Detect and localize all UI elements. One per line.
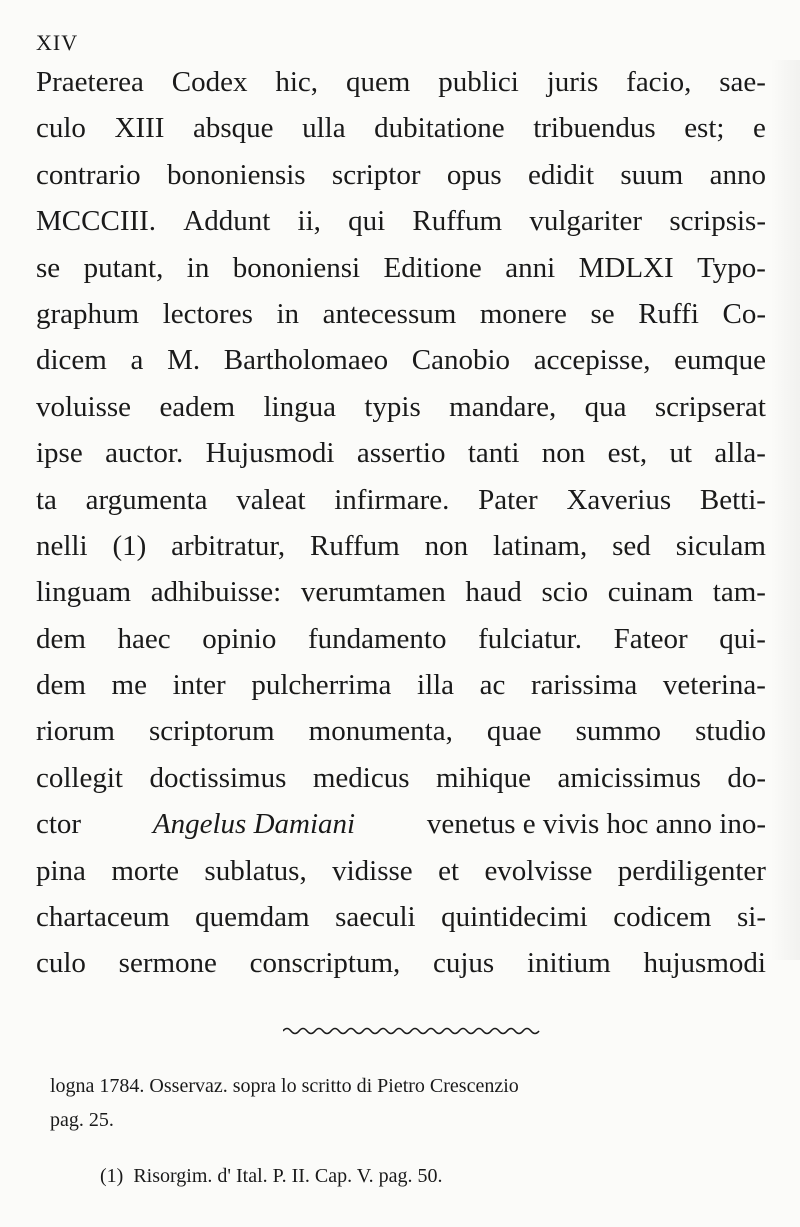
word: pulcherrima [251, 669, 392, 702]
word: se [36, 251, 61, 284]
word: riorum [36, 715, 115, 748]
text-line [36, 159, 766, 205]
word: cujus [433, 947, 495, 980]
text-line [36, 252, 766, 298]
word: haec [117, 622, 171, 655]
word: Hujusmodi [205, 437, 335, 470]
word: opinio [202, 622, 277, 655]
word: Pater [478, 483, 538, 516]
word: cuinam [607, 576, 694, 609]
word: do- [727, 761, 766, 794]
word: sermone [118, 947, 217, 980]
word: non [541, 437, 586, 470]
word: inter [172, 669, 226, 702]
word: mihique [435, 761, 532, 794]
word: culo [36, 947, 86, 980]
ornamental-divider [283, 1026, 541, 1036]
word: ipse [36, 437, 83, 470]
word: chartaceum [36, 901, 170, 934]
word: ii, [297, 205, 321, 238]
word: et [438, 854, 460, 887]
text-line [36, 623, 766, 669]
text-line [36, 669, 766, 715]
word: antecessum [322, 297, 457, 330]
word: alla- [714, 437, 766, 470]
word: edidit [528, 158, 595, 191]
footnote-marker: (1) [100, 1165, 124, 1187]
word: scio [541, 576, 589, 609]
word: valeat [236, 483, 306, 516]
footnote-1 [50, 1165, 765, 1199]
text-line [36, 66, 766, 112]
word: conscriptum, [249, 947, 401, 980]
word: sae- [719, 66, 766, 98]
text-line [36, 484, 766, 530]
word: vulgariter [529, 205, 643, 238]
word: ta [36, 483, 57, 516]
word: siculam [675, 529, 766, 562]
word: Addunt [183, 205, 271, 238]
footnote-continuation-line: logna 1784. Osservaz. sopra lo scritto di Pietro Crescenzio [50, 1075, 519, 1097]
word: lectores [162, 297, 253, 330]
word: rarissima [531, 669, 638, 702]
word: bononiensi [232, 251, 361, 284]
word: tam- [712, 576, 766, 609]
word: evolvisse [484, 854, 593, 887]
word: morte [111, 854, 179, 887]
text-line [36, 298, 766, 344]
word: pina [36, 854, 86, 887]
word: haud [465, 576, 522, 609]
word: se [590, 297, 615, 330]
word: saeculi [335, 901, 416, 934]
word: eumque [674, 344, 766, 377]
text-line [36, 715, 766, 761]
text-line [36, 344, 766, 390]
word: Typo- [697, 251, 766, 284]
word: me [111, 669, 147, 702]
word: Fateor [613, 622, 688, 655]
word: quemdam [195, 901, 310, 934]
word: XIII [114, 112, 165, 145]
word: qui [348, 205, 386, 238]
word: assertio [356, 437, 446, 470]
word: verumtamen [300, 576, 446, 609]
word: amicissimus [557, 761, 701, 794]
word: graphum [36, 297, 140, 330]
word: e [753, 112, 766, 145]
word: Canobio [411, 344, 511, 377]
word: lingua [263, 390, 336, 423]
word: argumenta [85, 483, 208, 516]
word: MDLXI [578, 251, 674, 284]
word: nelli [36, 529, 88, 562]
word: studio [695, 715, 766, 748]
word: dubitatione [374, 112, 505, 145]
word: Xaverius [566, 483, 672, 516]
word: qua [584, 390, 627, 423]
word: eadem [159, 390, 236, 423]
word: a [130, 344, 144, 377]
word: doctissimus [149, 761, 287, 794]
word: initium [526, 947, 611, 980]
word: scriptorum [148, 715, 275, 748]
word: qui- [719, 622, 766, 655]
word: culo [36, 112, 86, 145]
text-line [36, 576, 766, 622]
word: adhibuisse: [150, 576, 282, 609]
word: medicus [312, 761, 410, 794]
word: hic, [275, 66, 319, 98]
word: Praeterea [36, 66, 144, 98]
word: si- [737, 901, 766, 934]
word: quem [345, 66, 411, 98]
text-line [36, 947, 766, 993]
word: auctor. [105, 437, 184, 470]
word: opus [446, 158, 502, 191]
person-name: Angelus Damiani [152, 808, 356, 841]
word: Codex [171, 66, 248, 98]
word: M. [167, 344, 201, 377]
word: latinam, [493, 529, 588, 562]
word: summo [575, 715, 662, 748]
word: in [186, 251, 210, 284]
text-line [36, 530, 766, 576]
word: non [424, 529, 469, 562]
word: ut [669, 437, 693, 470]
word: voluisse [36, 390, 132, 423]
text-line [36, 437, 766, 483]
page-number: XIV [36, 30, 79, 55]
text-line: ctor Angelus Damiani venetus e vivis hoc anno ino- [36, 808, 766, 841]
word: facio, [626, 66, 692, 98]
word: MCCCIII. [36, 205, 157, 238]
word: quae [486, 715, 542, 748]
word: dem [36, 669, 86, 702]
word: hujusmodi [643, 947, 766, 980]
word: Co- [722, 297, 766, 330]
word: in [276, 297, 300, 330]
word: scripsis- [669, 205, 766, 238]
word: perdiligenter [617, 854, 766, 887]
footnote-continuation-line: pag. 25. [50, 1109, 114, 1131]
word: Editione [383, 251, 482, 284]
word: quintidecimi [441, 901, 588, 934]
text-line [36, 901, 766, 947]
text-line [36, 112, 766, 158]
word: est; [684, 112, 725, 145]
word: veterina- [662, 669, 766, 702]
text-line [36, 762, 766, 808]
page-edge-shading [770, 60, 800, 960]
footnotes-block [50, 1075, 765, 1199]
word: Betti- [699, 483, 766, 516]
footnote-text: Risorgim. d' Ital. P. II. Cap. V. pag. 50. [133, 1165, 443, 1187]
word: infirmare. [334, 483, 450, 516]
word: sublatus, [204, 854, 307, 887]
word: mandare, [449, 390, 557, 423]
word: fundamento [307, 622, 447, 655]
word: collegit [36, 761, 123, 794]
word: vidisse [332, 854, 413, 887]
word: scriptor [331, 158, 421, 191]
word: Ruffum [310, 529, 400, 562]
word: linguam [36, 576, 132, 609]
word: ulla [302, 112, 346, 145]
word: monumenta, [308, 715, 453, 748]
text-line [36, 205, 766, 251]
word: bononiensis [167, 158, 306, 191]
word: contrario [36, 158, 141, 191]
word: typis [364, 390, 421, 423]
word: Bartholomaeo [223, 344, 389, 377]
word: putant, [83, 251, 164, 284]
word: juris [546, 66, 599, 98]
word: ac [479, 669, 506, 702]
word: tanti [467, 437, 520, 470]
word: fulciatur. [478, 622, 582, 655]
text-line [36, 391, 766, 437]
main-text-block [36, 66, 766, 994]
word: scripserat [654, 390, 766, 423]
word: absque [192, 112, 274, 145]
word: dicem [36, 344, 107, 377]
word: accepisse, [533, 344, 651, 377]
word: publici [438, 66, 519, 98]
word: suum [620, 158, 684, 191]
word: dem [36, 622, 86, 655]
word: illa [417, 669, 455, 702]
word: Ruffi [638, 297, 699, 330]
word: arbitratur, [171, 529, 286, 562]
word: est, [607, 437, 648, 470]
word: anno [709, 158, 766, 191]
text-line [36, 855, 766, 901]
word: sed [612, 529, 651, 562]
word: (1) [112, 529, 147, 562]
word: codicem [613, 901, 712, 934]
word: Ruffum [412, 205, 503, 238]
word: tribuendus [533, 112, 656, 145]
word: anni [505, 251, 556, 284]
word: monere [479, 297, 567, 330]
